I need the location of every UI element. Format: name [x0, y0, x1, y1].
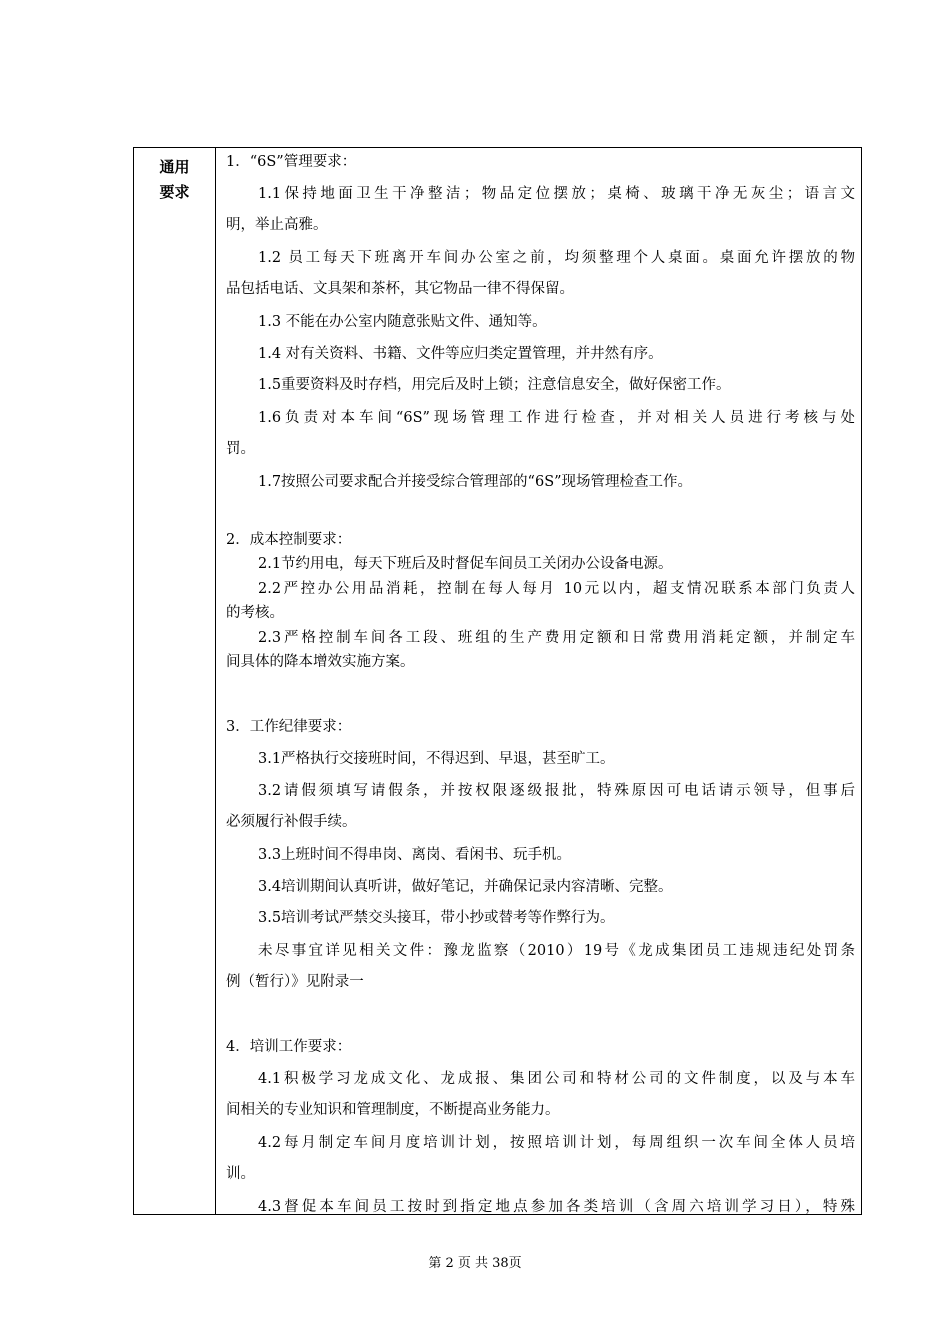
- item-1-1-line1: 1.1保持地面卫生干净整洁；物品定位摆放；桌椅、玻璃干净无灰尘；语言文: [258, 186, 855, 202]
- item-1-1-line2: 明，举止高雅。: [226, 217, 328, 233]
- item-4-2-line1: 4.2每月制定车间月度培训计划，按照培训计划，每周组织一次车间全体人员培: [258, 1135, 855, 1151]
- item-2-3-line1: 2.3严格控制车间各工段、班组的生产费用定额和日常费用消耗定额，并制定车: [258, 630, 855, 646]
- item-2-2-line1: 2.2严控办公用品消耗，控制在每人每月 10元以内，超支情况联系本部门负责人: [258, 581, 855, 597]
- category-label-line1: 通用: [159, 158, 190, 176]
- section-training-heading: 4．培训工作要求：: [226, 1039, 352, 1055]
- item-3-4: 3.4培训期间认真听讲，做好笔记，并确保记录内容清晰、完整。: [258, 879, 673, 895]
- item-2-3-line2: 间具体的降本增效实施方案。: [226, 654, 415, 670]
- item-1-6-line1: 1.6负责对本车间“6S”现场管理工作进行检查，并对相关人员进行考核与处: [258, 410, 855, 426]
- item-2-2-line2: 的考核。: [226, 605, 284, 621]
- item-1-7: 1.7按照公司要求配合并接受综合管理部的“6S”现场管理检查工作。: [258, 474, 693, 490]
- requirements-table: [133, 147, 862, 1215]
- requirements-content-cell: [216, 148, 861, 1214]
- section-discipline-heading: 3．工作纪律要求：: [226, 719, 352, 735]
- item-3-2-line2: 必须履行补假手续。: [226, 814, 357, 830]
- item-4-1-line2: 间相关的专业知识和管理制度，不断提高业务能力。: [226, 1102, 560, 1118]
- item-3-6-line2: 例（暂行）》见附录一: [226, 974, 364, 990]
- item-3-6-line1: 未尽事宜详见相关文件：豫龙监察（2010）19号《龙成集团员工违规违纪处罚条: [258, 943, 855, 959]
- item-3-2-line1: 3.2请假须填写请假条，并按权限逐级报批，特殊原因可电话请示领导，但事后: [258, 783, 855, 799]
- item-4-1-line1: 4.1积极学习龙成文化、龙成报、集团公司和特材公司的文件制度，以及与本车: [258, 1071, 855, 1087]
- section-6s-heading: 1．“6S”管理要求：: [226, 154, 357, 170]
- item-1-2-line2: 品包括电话、文具架和茶杯，其它物品一律不得保留。: [226, 281, 574, 297]
- item-3-1: 3.1严格执行交接班时间，不得迟到、早退，甚至旷工。: [258, 751, 615, 767]
- category-label-cell: [134, 148, 216, 1214]
- item-1-4: 1.4 对有关资料、书籍、文件等应归类定置管理，并井然有序。: [258, 346, 663, 362]
- item-3-3: 3.3上班时间不得串岗、离岗、看闲书、玩手机。: [258, 847, 572, 863]
- item-4-3-line1: 4.3督促本车间员工按时到指定地点参加各类培训（含周六培训学习日），特殊: [258, 1199, 855, 1215]
- item-1-3: 1.3 不能在办公室内随意张贴文件、通知等。: [258, 314, 547, 330]
- item-4-2-line2: 训。: [226, 1166, 255, 1182]
- section-cost-heading: 2．成本控制要求：: [226, 532, 352, 548]
- item-1-6-line2: 罚。: [226, 441, 255, 457]
- page-number-footer: 第 2 页 共 38页: [428, 1256, 522, 1271]
- item-1-2-line1: 1.2 员工每天下班离开车间办公室之前，均须整理个人桌面。桌面允许摆放的物: [258, 250, 855, 266]
- category-label-line2: 要求: [159, 183, 190, 201]
- item-3-5: 3.5培训考试严禁交头接耳，带小抄或替考等作弊行为。: [258, 910, 615, 926]
- item-2-1: 2.1节约用电，每天下班后及时督促车间员工关闭办公设备电源。: [258, 556, 673, 572]
- item-1-5: 1.5重要资料及时存档，用完后及时上锁；注意信息安全，做好保密工作。: [258, 377, 731, 393]
